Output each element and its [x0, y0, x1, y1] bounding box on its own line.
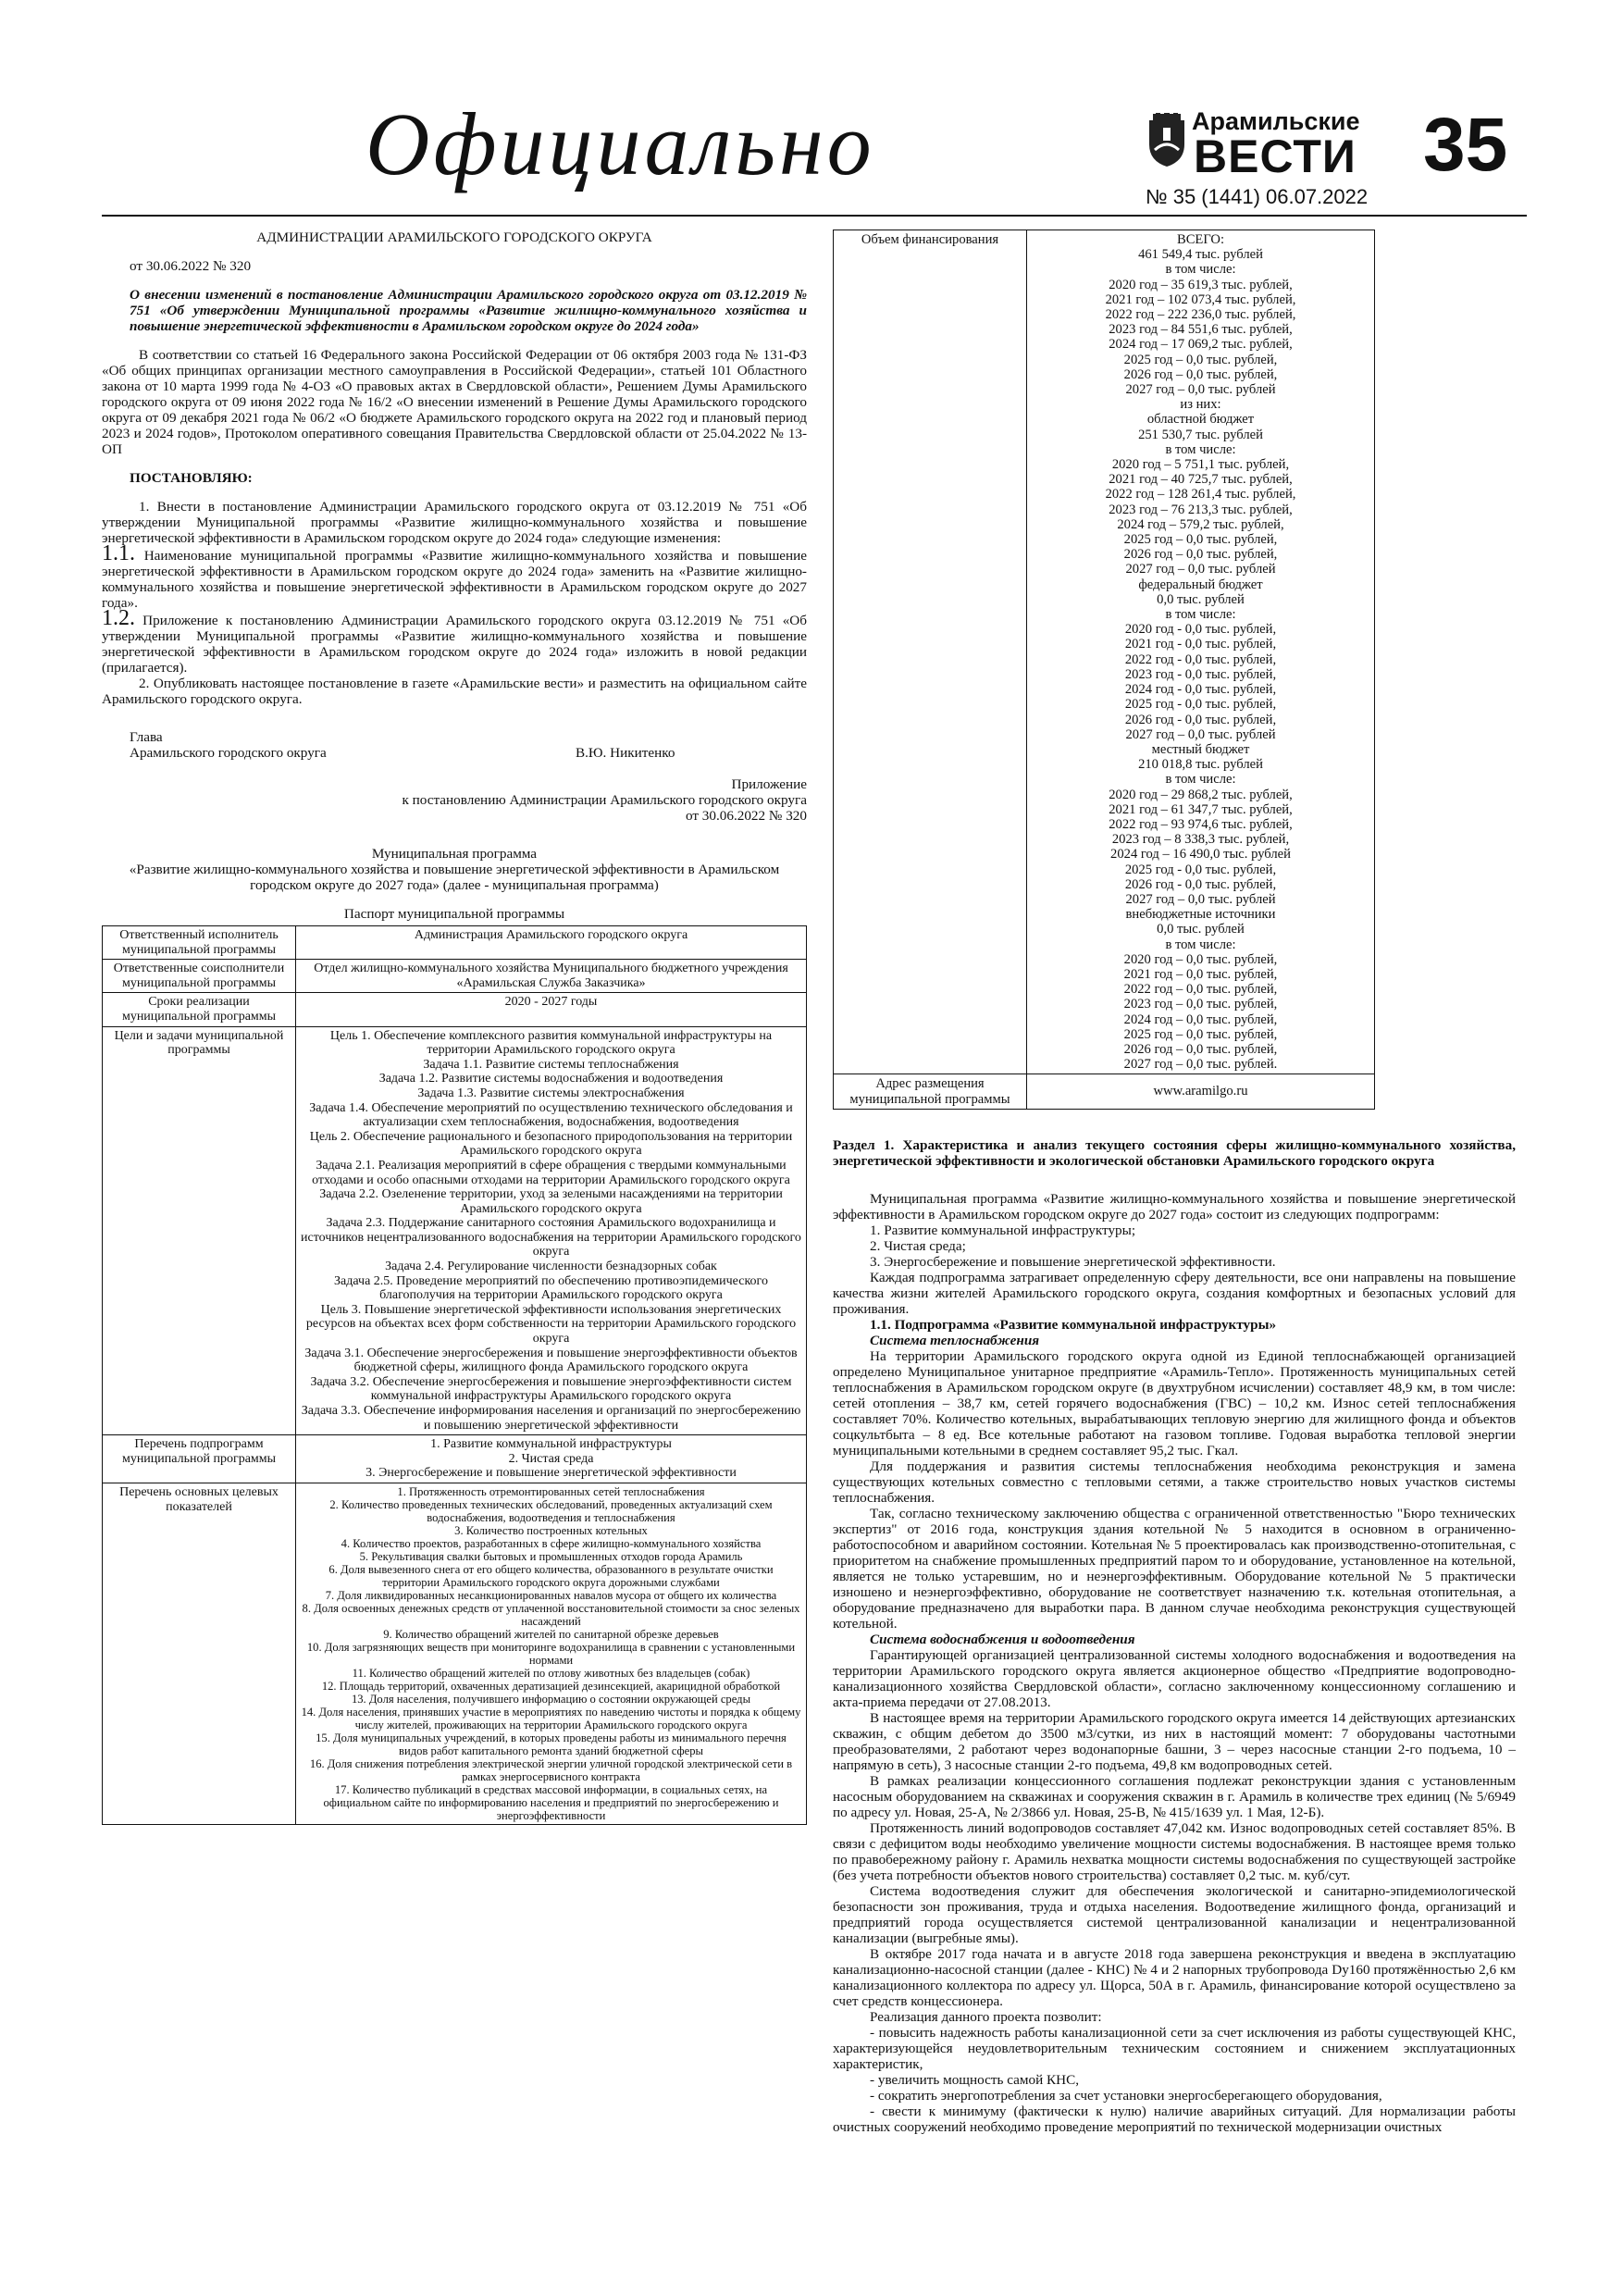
target-item: 12. Площадь территорий, охваченных дератизацией дезинсекцией, акарицидной обработкой [321, 1679, 781, 1693]
table-row [103, 1435, 807, 1483]
financing-line: 2027 год – 0,0 тыс. рублей [1125, 562, 1276, 577]
signature-line [102, 745, 807, 776]
financing-line: 2022 год – 0,0 тыс. рублей, [1123, 982, 1278, 998]
table-row [103, 1483, 807, 1824]
water-paragraph: Система водоотведения служит для обеспечения экологической и санитарно-эпидемиологической безопасности зон проживания, труда и отдыха населения. Водоотведение жилищного фонда, организаций и предприятий города осуществляется системой централизованной канализации и нецентрализованной канализации (выгребные ямы). [833, 1882, 1516, 1946]
newspaper-logo [1146, 104, 1360, 183]
financing-line: 2020 год – 0,0 тыс. рублей, [1123, 951, 1278, 967]
bullet-item: - повысить надежность работы канализационной сети за счет исключения из работы существующей КНС, характеризующейся неудовлетворительным техническим состоянием и снижением эксплуатационных характеристик, [833, 2024, 1516, 2072]
left-column [102, 230, 807, 1825]
subprogram-item: 3. Энергосбережение и повышение энергетической эффективности [365, 1466, 737, 1481]
financing-line: 2026 год - 0,0 тыс. рублей, [1124, 876, 1277, 892]
financing-line: 0,0 тыс. рублей [1157, 922, 1245, 937]
financing-line: 2022 год - 0,0 тыс. рублей, [1124, 652, 1277, 667]
financing-line: 2027 год – 0,0 тыс. рублей [1125, 726, 1276, 742]
financing-line: 210 018,8 тыс. рублей [1138, 757, 1263, 773]
financing-line: 2026 год – 0,0 тыс. рублей, [1123, 1041, 1278, 1057]
financing-line: 2025 год - 0,0 тыс. рублей, [1124, 862, 1277, 877]
city-emblem-icon [1146, 113, 1188, 168]
target-item: 8. Доля освоенных денежных средств от уплаченной восстановительной стоимости за снос зеленых насаждений [302, 1601, 800, 1628]
section1-intro: Муниципальная программа «Развитие жилищно-коммунального хозяйства и повышение энергетической эффективности в Арамильском городском округе до 2027 года» состоит из следующих подпрограмм: [833, 1190, 1516, 1222]
financing-line: 2026 год - 0,0 тыс. рублей, [1124, 712, 1277, 727]
heat-paragraph: Для поддержания и развития системы теплоснабжения необходима реконструкция и замена существующих котельных совместно с тепловыми сетями, а также строительство новых участков системы теплоснабжения. [833, 1458, 1516, 1506]
bullet-item: - увеличить мощность самой КНС, [870, 2071, 1080, 2088]
goal-item: Задача 3.3. Обеспечение информирования населения и организаций по энергосбережению и повышению энергетической эффективности [301, 1404, 801, 1433]
decree-resolve: ПОСТАНОВЛЯЮ: [130, 470, 253, 486]
table-row [103, 1026, 807, 1435]
target-item: 6. Доля вывезенного снега от его общего количества, образованного в результате очистки территории Арамильского городского округа дорожными службами [328, 1562, 774, 1589]
decree-preamble: В соответствии со статьей 16 Федерального закона Российской Федерации от 06 октября 2003 года № 131-ФЗ «Об общих принципах организации местного самоуправления в Российской Федерации», статьей 101 Областного закона от 10 марта 1999 года № 4-ОЗ «О правовых актах в Свердловской области», Решением Думы Арамильского городского округа от 09 июня 2022 года № 16/2 «О внесении изменений в Решение Думы Арамильского городского округа от 09 декабря 2021 года № 06/2 «О бюджете Арамильского городского округа на 2022 год и плановый период 2023 и 2024 годов», Протоколом оперативного совещания Правительства Свердловской области от 25.04.2022 № 13-ОП [102, 347, 807, 457]
page-number: 35 [1423, 103, 1508, 187]
heat-title: Система теплоснабжения [870, 1332, 1040, 1348]
section-title: Официально [365, 94, 875, 193]
financing-line: 2022 год – 93 974,6 тыс. рублей, [1109, 816, 1293, 832]
subprograms-key: Перечень подпрограмм муниципальной программы [103, 1435, 296, 1483]
target-item: 15. Доля муниципальных учреждений, в которых проведены работы из минимального перечня видов работ капитального ремонта зданий бюджетной сферы [316, 1731, 787, 1757]
table-row [103, 926, 807, 960]
section1-paragraph: Каждая подпрограмма затрагивает определенную сферу деятельности, все они направлены на повышение качества жизни жителей Арамильского городского округа, создания комфортных и безопасных условий для проживания. [833, 1269, 1516, 1317]
goal-item: Цель 3. Повышение энергетической эффективности использования энергетических ресурсов на объектах всех форм собственности на территории Арамильского городского округа [305, 1302, 797, 1347]
section1-title: Раздел 1. Характеристика и анализ текущего состояния сферы жилищно-коммунального хозяйства, энергетической эффективности и экологической обстановки Арамильского городского округа [833, 1136, 1516, 1169]
site-key: Адрес размещения муниципальной программы [834, 1074, 1027, 1109]
financing-line: 2023 год – 0,0 тыс. рублей, [1123, 997, 1278, 1012]
target-item: 4. Количество проектов, разработанных в сфере жилищно-коммунального хозяйства [341, 1536, 762, 1550]
goal-item: Цель 2. Обеспечение рационального и безопасного природопользования на территории Арамильского городского округа [309, 1129, 793, 1159]
financing-line: 2021 год – 102 073,4 тыс. рублей, [1105, 292, 1296, 307]
financing-line: 2025 год – 0,0 тыс. рублей, [1123, 532, 1278, 548]
issue-number: № 35 (1441) 06.07.2022 [1146, 185, 1369, 208]
goal-item: Задача 3.2. Обеспечение энергосбережения и повышение энергоэффективности систем коммунальной инфраструктуры Арамильского городского округа [310, 1374, 792, 1404]
financing-key: Объем финансирования [834, 230, 1027, 1074]
logo-word-bottom: ВЕСТИ [1194, 130, 1357, 182]
subprogram-list-item: 3. Энергосбережение и повышение энергетической эффективности. [870, 1253, 1276, 1270]
financing-line: 2020 год – 35 619,3 тыс. рублей, [1109, 277, 1293, 292]
financing-line: 2021 год – 61 347,7 тыс. рублей, [1109, 801, 1293, 817]
decree-item-1-1 [102, 541, 807, 611]
target-item: 11. Количество обращений жителей по отлову животных без владельцев (собак) [352, 1666, 750, 1680]
passport-key: Сроки реализации муниципальной программы [103, 993, 296, 1026]
water-paragraph: Протяженность линий водопроводов составляет 47,042 км. Износ водопроводных сетей составляет 85%. В связи с дефицитом воды необходимо увеличение мощности системы водоснабжения. В настоящее время только по правобережному району г. Арамиль нехватка мощности системы водоснабжения по существующей застройке (без учета потребности объектов нового строительства) составляет 0,2 тыс. м. куб/сут. [833, 1819, 1516, 1883]
passport-value: 2020 - 2027 годы [296, 993, 807, 1026]
table-row [103, 960, 807, 993]
financing-line: 2021 год – 0,0 тыс. рублей, [1123, 966, 1278, 982]
goal-item: Задача 2.1. Реализация мероприятий в сфере обращения с твердыми коммунальными отходами и особо опасными отходами на территории Арамильского городского округа [312, 1158, 790, 1187]
goal-item: Задача 2.4. Регулирование численности безнадзорных собак [385, 1260, 717, 1274]
financing-line: внебюджетные источники [1125, 907, 1276, 923]
item-1-1-text: Наименование муниципальной программы «Развитие жилищно-коммунального хозяйства и повышение энергетической эффективности в Арамильском городском округе до 2024 года» заменить на «Развитие жилищно-коммунального хозяйства и повышение энергетической эффективности в Арамильском городском округе до 2027 года». [102, 548, 807, 611]
financing-line: 2020 год – 29 868,2 тыс. рублей, [1109, 787, 1293, 802]
goal-item: Задача 1.1. Развитие системы теплоснабжения [423, 1057, 679, 1072]
subprogram-item: 2. Чистая среда [508, 1451, 594, 1466]
goal-item: Задача 1.3. Развитие системы электроснабжения [417, 1086, 685, 1100]
passport-key: Ответственные соисполнители муниципальной программы [103, 960, 296, 993]
table-row [834, 230, 1375, 1074]
financing-line: 2027 год – 0,0 тыс. рублей [1125, 382, 1276, 398]
goals-key: Цели и задачи муниципальной программы [103, 1026, 296, 1435]
financing-line: 2022 год – 128 261,4 тыс. рублей, [1105, 487, 1296, 503]
goal-item: Задача 2.3. Поддержание санитарного состояния Арамильского водохранилища и источников нецентрализованного водоснабжения на территории Арамильского городского округа [301, 1216, 801, 1260]
subprograms-list [296, 1435, 807, 1483]
goal-item: Задача 3.1. Обеспечение энергосбережения и повышение энергоэффективности объектов бюджетной сферы, жилищного фонда Арамильского городского округа [304, 1346, 798, 1375]
financing-line: 2020 год – 5 751,1 тыс. рублей, [1111, 457, 1290, 473]
financing-line: 2023 год - 0,0 тыс. рублей, [1124, 666, 1277, 682]
item-1-2-number: 1.2. [102, 606, 135, 630]
financing-line: 2024 год – 16 490,0 тыс. рублей [1110, 847, 1291, 863]
financing-line: 2024 год – 579,2 тыс. рублей, [1117, 516, 1284, 532]
financing-values [1027, 230, 1375, 1074]
financing-line: 2025 год - 0,0 тыс. рублей, [1124, 697, 1277, 713]
water-paragraph: В октябре 2017 года начата и в августе 2018 года завершена реконструкция и введена в эксплуатацию канализационно-насосной станции (далее - КНС) № 4 и 2 напорных трубопровода Dy160 протяжённостью 2,6 км канализационного коллектора по адресу ул. Щорса, 50А в г. Арамиль, финансирование которой осуществлено за счет средств концессионера. [833, 1945, 1516, 2009]
financing-line: в том числе: [1165, 772, 1236, 788]
target-item: 14. Доля населения, принявших участие в мероприятиях по наведению чистоты и порядка к общему числу жителей, проживающих на территории Арамильского городского округа [301, 1705, 801, 1731]
table-row [103, 993, 807, 1026]
subprogram-list-item: 1. Развитие коммунальной инфраструктуры; [870, 1222, 1136, 1238]
financing-line: ВСЕГО: [1176, 232, 1225, 247]
target-item: 7. Доля ликвидированных несанкционированных навалов мусора от общего их количества [325, 1588, 777, 1602]
goal-item: Задача 2.2. Озеленение территории, уход за зелеными насаждениями на территории Арамильского городского округа [319, 1187, 783, 1216]
financing-line: федеральный бюджет [1138, 577, 1263, 592]
heat-paragraph: Так, согласно техническому заключению общества с ограниченной ответственностью "Бюро технических экспертиз" от 2016 года, конструкция здания котельной № 5 находится в основном в ограниченно-работоспособном и аварийном состоянии. Котельная № 5 проектировалась как производственно-отопительная, с приоритетом на снабжение промышленных предприятий паром то и оборудование, установленное на котельной, является не только устаревшим, но и неэнергоэффективным. Оборудование котельной № 5 практически изношено и неэнергоэффективно, оборудование не соответствует назначению т.к. котельная отопительная, а оборудование предназначено для выработки пара. В данном случае необходима реконструкция существующей котельной. [833, 1505, 1516, 1632]
decree-issuer: АДМИНИСТРАЦИИ АРАМИЛЬСКОГО ГОРОДСКОГО ОКРУГА [256, 230, 652, 245]
heat-paragraph: На территории Арамильского городского округа одной из Единой теплоснабжающей организацией определено Муниципальное унитарное предприятие «Арамиль-Тепло». Протяженность муниципальных сетей теплоснабжения в Арамильском городском округе (в двухтрубном исчислении) составляет 48,9 км, в том числе: сетей отопления – 38,7 км, сетей горячего водоснабжения (ГВС) – 10,2 км. Износ сетей теплоснабжения составляет 70%. Количество котельных, вырабатывающих тепловую энергию для жилищного фонда и объектов соцкультбыта – 8 ед. Все котельные работают на газовом топливе. Годовая выработка тепловой энергии муниципальными котельными в среднем составляет 95,2 тыс. Гкал. [833, 1347, 1516, 1458]
financing-line: из них: [1180, 397, 1221, 413]
financing-line: 2023 год – 76 213,3 тыс. рублей, [1109, 502, 1293, 517]
decree-item-2: 2. Опубликовать настоящее постановление в газете «Арамильские вести» и разместить на официальном сайте Арамильского городского округа. [102, 676, 807, 707]
financing-line: областной бюджет [1146, 412, 1255, 428]
table-row [834, 1074, 1375, 1109]
decree-item-1: 1. Внести в постановление Администрации Арамильского городского округа от 03.12.2019 № 751 «Об утверждении Муниципальной программы «Развитие жилищно-коммунального хозяйства и повышение энергетической эффективности в Арамильском городском округе до 2024 года» следующие изменения: [102, 499, 807, 546]
target-item: 5. Рекультивация свалки бытовых и промышленных отходов города Арамиль [359, 1549, 743, 1563]
logo-word-top: Арамильские [1192, 107, 1360, 135]
financing-table [833, 230, 1375, 1110]
financing-line: 2025 год – 0,0 тыс. рублей, [1123, 352, 1278, 367]
financing-line: 2025 год – 0,0 тыс. рублей, [1123, 1026, 1278, 1042]
decree-date-number: от 30.06.2022 № 320 [130, 258, 252, 274]
goal-item: Задача 2.5. Проведение мероприятий по обеспечению противоэпидемического благополучия на территории Арамильского городского округа [334, 1273, 768, 1303]
program-title: «Развитие жилищно-коммунального хозяйства и повышение энергетической эффективности в Арамильском городском округе до 2027 года» (далее - муниципальная программа) [129, 862, 780, 893]
financing-line: в том числе: [1165, 262, 1236, 278]
appendix-date: от 30.06.2022 № 320 [685, 808, 807, 824]
target-item: 9. Количество обращений жителей по санитарной обрезке деревьев [383, 1627, 719, 1641]
decree-item-1-2 [102, 606, 807, 676]
goal-item: Задача 1.4. Обеспечение мероприятий по осуществлению технического обследования и актуализации схем теплоснабжения, водоснабжения, водоотведения [309, 1100, 793, 1130]
subprogram1-title: 1.1. Подпрограмма «Развитие коммунальной инфраструктуры» [870, 1316, 1277, 1333]
financing-line: в том числе: [1165, 937, 1236, 952]
water-paragraph: В рамках реализации концессионного соглашения подлежат реконструкции здания с установленным насосным оборудованием на скважинах и сооружения скважин в г. Арамиль в количестве трех единиц (№ 5/6949 по адресу ул. Новая, 25-А, № 2/3866 ул. Новая, 25-В, № 415/1639 ул. 1 Мая, 12-Б). [833, 1772, 1516, 1820]
site-link[interactable]: www.aramilgo.ru [1027, 1074, 1375, 1109]
financing-line: 2026 год – 0,0 тыс. рублей, [1123, 366, 1278, 382]
financing-line: 2021 год – 40 725,7 тыс. рублей, [1109, 472, 1293, 488]
water-paragraph: Реализация данного проекта позволит: [870, 2008, 1102, 2025]
appendix-to: к постановлению Администрации Арамильского городского округа [402, 792, 807, 808]
decree-title: О внесении изменений в постановление Администрации Арамильского городского округа от 03.12.2019 № 751 «Об утверждении Муниципальной программы «Развитие жилищно-коммунального хозяйства и повышение энергетической эффективности в Арамильском городском округе до 2024 года» [130, 287, 807, 334]
goal-item: Цель 1. Обеспечение комплексного развития коммунальной инфраструктуры на территории Арамильского городского округа [329, 1028, 773, 1058]
bullet-item: - сократить энергопотребления за счет установки энергосберегающего оборудования, [870, 2087, 1382, 2104]
water-paragraph: Гарантирующей организацией централизованной системы холодного водоснабжения и водоотведения на территории Арамильского городского округа является акционерное общество «Предприятие водопроводно-канализационного хозяйства Свердловской области», согласно заключенному концессионному соглашению и акта-приема передачи от 27.08.2013. [833, 1646, 1516, 1710]
subprogram-list-item: 2. Чистая среда; [870, 1237, 966, 1254]
financing-line: 2027 год – 0,0 тыс. рублей [1125, 891, 1276, 907]
head-org: Арамильского городского округа [130, 745, 327, 761]
financing-line: в том числе: [1165, 441, 1236, 457]
passport-value: Администрация Арамильского городского округа [296, 926, 807, 960]
financing-line: 251 530,7 тыс. рублей [1138, 427, 1263, 442]
financing-line: 461 549,4 тыс. рублей [1138, 247, 1263, 263]
program-label: Муниципальная программа [371, 846, 538, 862]
targets-list [296, 1483, 807, 1824]
financing-line: 2026 год – 0,0 тыс. рублей, [1123, 547, 1278, 563]
financing-line: 2027 год – 0,0 тыс. рублей. [1123, 1057, 1278, 1073]
passport-table [102, 925, 807, 1825]
header-rule [102, 215, 1527, 217]
head-label: Глава [130, 729, 163, 745]
financing-line: 2024 год – 17 069,2 тыс. рублей, [1109, 337, 1293, 353]
target-item: 1. Протяженность отремонтированных сетей теплоснабжения [397, 1484, 705, 1498]
target-item: 2. Количество проведенных технических обследований, проведенных актуализаций схем водоснабжения, водоотведения и теплоснабжения [329, 1497, 773, 1524]
target-item: 10. Доля загрязняющих веществ при мониторинге водохранилища в сравнении с установленными нормами [306, 1640, 796, 1667]
subprogram-item: 1. Развитие коммунальной инфраструктуры [430, 1437, 672, 1452]
targets-key: Перечень основных целевых показателей [103, 1483, 296, 1824]
goal-item: Задача 1.2. Развитие системы водоснабжения и водоотведения [378, 1072, 724, 1086]
financing-line: 2020 год - 0,0 тыс. рублей, [1124, 622, 1277, 638]
section1-last-paragraph: - свести к минимуму (фактически к нулю) наличие аварийных ситуаций. Для нормализации работы очистных сооружений необходимо проведение мероприятий по технической модернизации очистных [833, 2103, 1516, 2135]
financing-line: в том числе: [1165, 607, 1236, 623]
financing-line: 2023 год – 84 551,6 тыс. рублей, [1109, 322, 1293, 338]
item-1-2-text: Приложение к постановлению Администрации Арамильского городского округа 03.12.2019 № 751 «Об утверждении Муниципальной программы «Развитие жилищно-коммунального хозяйства и повышение энергетической эффективности в Арамильском городском округе до 2024 года» изложить в новой редакции (прилагается). [102, 613, 807, 676]
target-item: 17. Количество публикаций в средствах массовой информации, в социальных сетях, на официальном сайте по информированию населения и предприятий по энергосбережению и энергоэффективности [323, 1782, 779, 1822]
item-1-1-number: 1.1. [102, 541, 135, 565]
target-item: 13. Доля населения, получившего информацию о состоянии окружающей среды [351, 1692, 751, 1706]
financing-line: 2024 год – 0,0 тыс. рублей, [1123, 1011, 1278, 1027]
financing-line: 2024 год - 0,0 тыс. рублей, [1124, 682, 1277, 698]
target-item: 16. Доля снижения потребления электрической энергии уличной городской электрической сети в рамках энергосервисного контракта [309, 1756, 793, 1783]
passport-title: Паспорт муниципальной программы [343, 906, 565, 922]
target-item: 3. Количество построенных котельных [454, 1523, 648, 1537]
water-paragraph: В настоящее время на территории Арамильского городского округа имеется 14 действующих артезианских скважин, с общим дебетом до 3500 м3/сутки, из них в настоящий момент: 7 оборудованы частотными преобразователями, 2 работают через водонапорные башни, 3 – через насосные станции 2-го подъема, 10 – напрямую в сеть), 3 насосные станции 2-го подъема, 49,8 км водопроводных сетей. [833, 1709, 1516, 1773]
right-column [833, 230, 1516, 2135]
water-title: Система водоснабжения и водоотведения [870, 1631, 1135, 1647]
appendix-label: Приложение [731, 776, 807, 792]
financing-line: 2022 год – 222 236,0 тыс. рублей, [1105, 307, 1296, 323]
passport-key: Ответственный исполнитель муниципальной программы [103, 926, 296, 960]
head-name: В.Ю. Никитенко [576, 745, 675, 761]
financing-line: 2021 год - 0,0 тыс. рублей, [1124, 637, 1277, 652]
financing-line: 2023 год – 8 338,3 тыс. рублей, [1111, 832, 1290, 848]
financing-line: местный бюджет [1151, 741, 1250, 757]
financing-line: 0,0 тыс. рублей [1157, 591, 1245, 607]
passport-value: Отдел жилищно-коммунального хозяйства Муниципального бюджетного учреждения «Арамильская Служба Заказчика» [296, 960, 807, 993]
goals-list [296, 1026, 807, 1435]
